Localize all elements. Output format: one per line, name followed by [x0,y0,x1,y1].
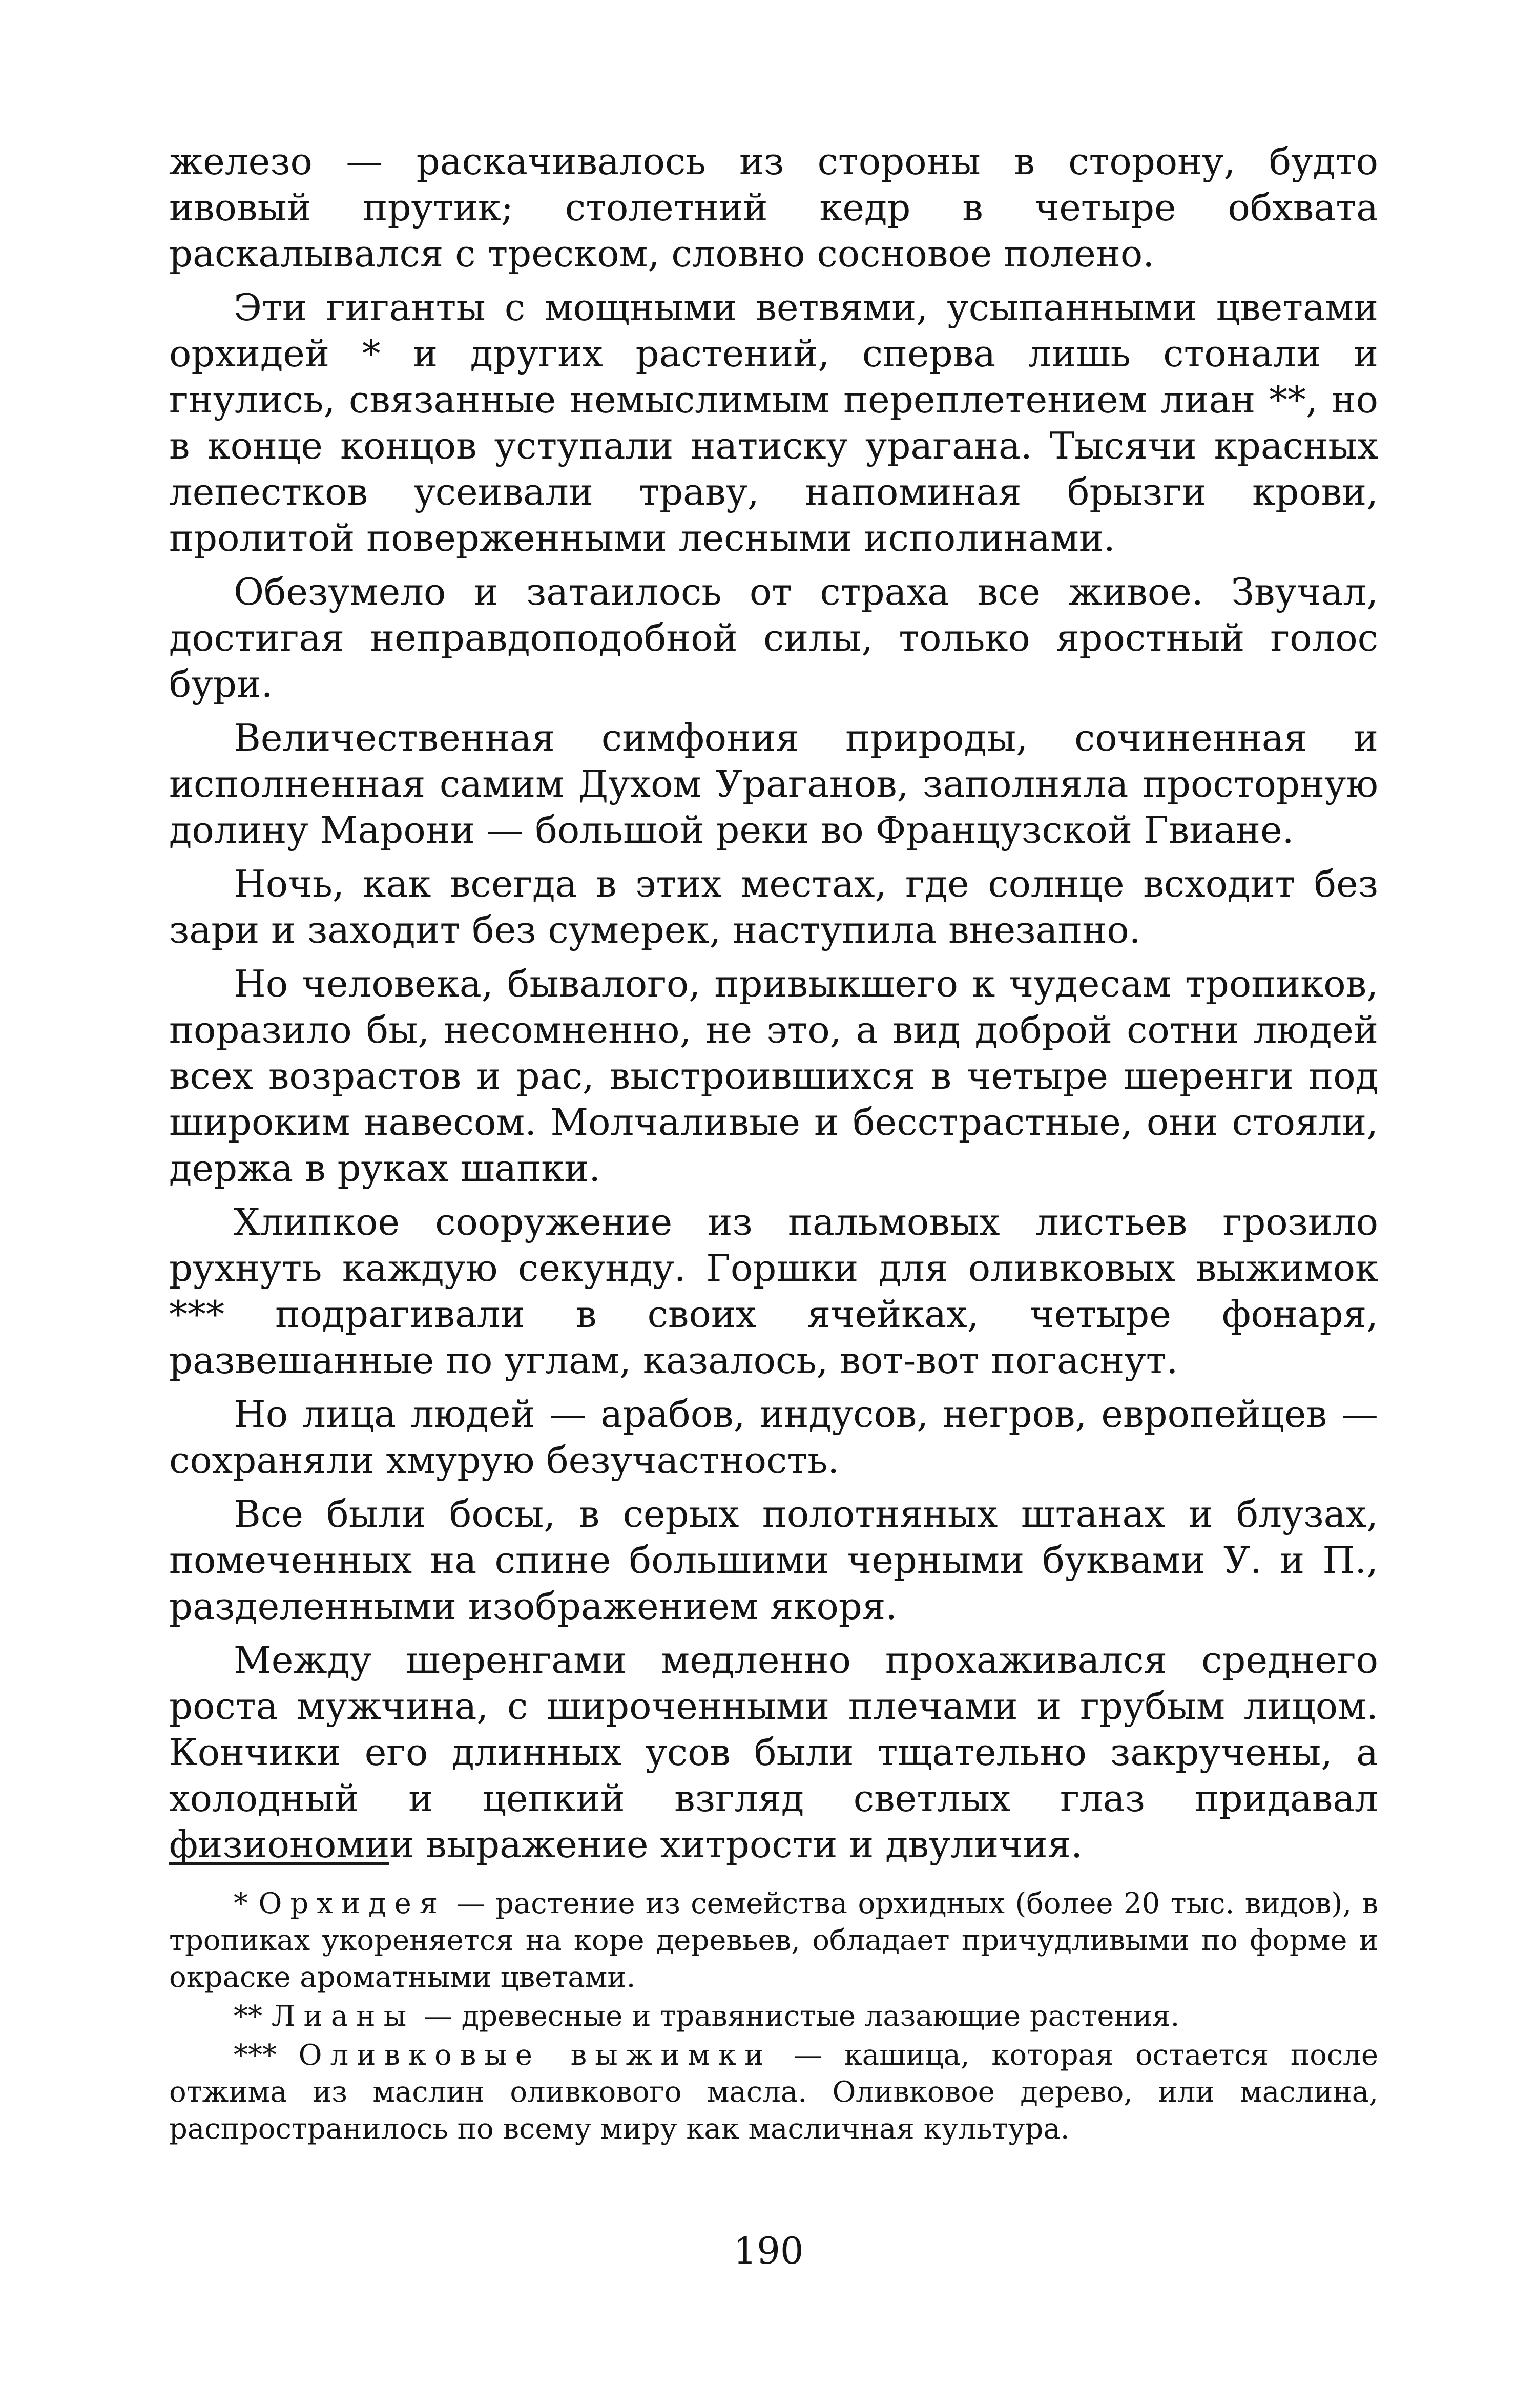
paragraph: Эти гиганты с мощными ветвями, усыпанными цветами орхидей * и других растений, сперва лишь стонали и гнулись, связанные немыслимым переплетением лиан **, но в конце концов уступали натиску урагана. Тысячи красных лепестков усеивали траву, напоминая брызги крови, пролитой поверженными лесными исполинами. [169,286,1378,559]
paragraph: Величественная симфония природы, сочиненная и исполненная самим Духом Ураганов, заполняла просторную долину Марони — большой реки во Французской Гвиане. [169,716,1378,852]
paragraph: Все были босы, в серых полотняных штанах и блузах, помеченных на спине большими черными буквами У. и П., разделенными изображением якоря. [169,1492,1378,1628]
footnote [169,1885,1378,1996]
footnote-mark: *** [234,2039,277,2072]
footnote-term: Орхидея [258,1887,446,1920]
footnote-text: — кашица, которая остается после отжима из маслин оливкового масла. Оливковое дерево, или маслина, распространилось по всему миру как масличная культура. [169,2039,1378,2146]
footnote-mark: * [234,1887,248,1920]
footnote-divider [169,1862,389,1865]
footnote-text: — древесные и травянистые лазающие растения. [414,2000,1180,2033]
paragraph: Но лица людей — арабов, индусов, негров, европейцев — сохраняли хмурую безучастность. [169,1393,1378,1482]
footnote [169,1998,1378,2035]
paragraph: Между шеренгами медленно прохаживался среднего роста мужчина, с широченными плечами и грубым лицом. Кончики его длинных усов были тщательно закручены, а холодный и цепкий взгляд светлых глаз придавал физиономии выражение хитрости и двуличия. [169,1638,1378,1866]
footnote-text: — растение из семейства орхидных (более 20 тыс. видов), в тропиках укореняется на коре деревьев, обладает причудливыми по форме и окраске ароматными цветами. [169,1887,1378,1994]
paragraph: Обезумело и затаилось от страха все живое. Звучал, достигая неправдоподобной силы, только яростный голос бури. [169,570,1378,705]
footnote-mark: ** [234,2000,262,2033]
main-text [169,138,1378,1867]
page-number: 190 [733,2229,804,2272]
footnote [169,2037,1378,2148]
footnotes [169,1885,1378,2148]
paragraph: Хлипкое сооружение из пальмовых листьев грозило рухнуть каждую секунду. Горшки для оливковых выжимок *** подрагивали в своих ячейках, четыре фонаря, развешанные по углам, казалось, вот-вот погаснут. [169,1200,1378,1382]
paragraph: Но человека, бывалого, привыкшего к чудесам тропиков, поразило бы, несомненно, не это, а вид доброй сотни людей всех возрастов и рас, выстроившихся в четыре шеренги под широким навесом. Молчаливые и бесстрастные, они стояли, держа в руках шапки. [169,962,1378,1190]
paragraph: железо — раскачивалось из стороны в сторону, будто ивовый прутик; столетний кедр в четыре обхвата раскалывался с треском, словно сосновое полено. [169,140,1378,275]
footnote-term: Лианы [271,2000,415,2033]
footnote-term: Оливковые выжимки [298,2039,772,2072]
paragraph: Ночь, как всегда в этих местах, где солнце всходит без зари и заходит без сумерек, наступила внезапно. [169,862,1378,951]
